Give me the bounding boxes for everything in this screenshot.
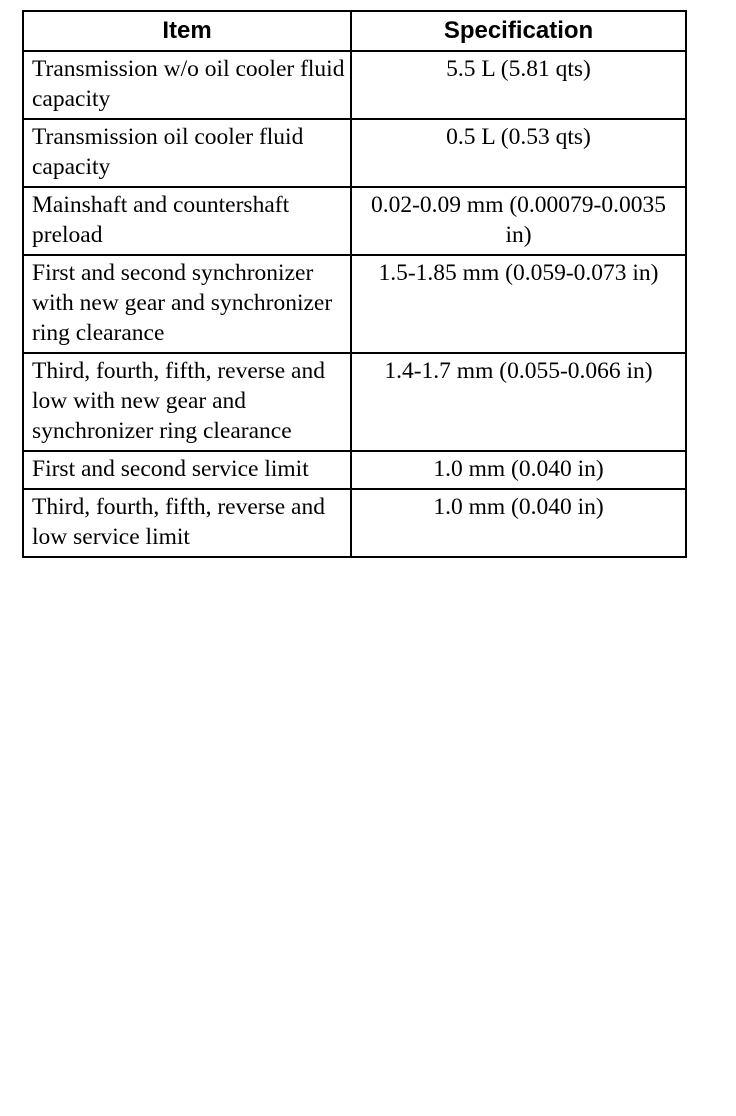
item-cell: Mainshaft and countershaft preload (23, 187, 351, 255)
table-row (23, 489, 686, 557)
spec-cell: 0.02-0.09 mm (0.00079-0.0035 in) (351, 187, 686, 255)
item-cell: Third, fourth, fifth, reverse and low service limit (23, 489, 351, 557)
specification-table (22, 10, 687, 558)
item-cell: Transmission w/o oil cooler fluid capacity (23, 51, 351, 119)
item-cell: Transmission oil cooler fluid capacity (23, 119, 351, 187)
item-cell: Third, fourth, fifth, reverse and low with new gear and synchronizer ring clearance (23, 353, 351, 451)
table-row (23, 451, 686, 489)
item-cell: First and second synchronizer with new gear and synchronizer ring clearance (23, 255, 351, 353)
specification-column-header: Specification (351, 11, 686, 51)
table-row (23, 353, 686, 451)
item-cell: First and second service limit (23, 451, 351, 489)
spec-cell: 1.0 mm (0.040 in) (351, 489, 686, 557)
table-row (23, 51, 686, 119)
table-row (23, 119, 686, 187)
spec-cell: 1.5-1.85 mm (0.059-0.073 in) (351, 255, 686, 353)
spec-cell: 1.4-1.7 mm (0.055-0.066 in) (351, 353, 686, 451)
spec-cell: 5.5 L (5.81 qts) (351, 51, 686, 119)
spec-cell: 0.5 L (0.53 qts) (351, 119, 686, 187)
spec-cell: 1.0 mm (0.040 in) (351, 451, 686, 489)
table-header-row (23, 11, 686, 51)
table-row (23, 255, 686, 353)
item-column-header: Item (23, 11, 351, 51)
table-row (23, 187, 686, 255)
